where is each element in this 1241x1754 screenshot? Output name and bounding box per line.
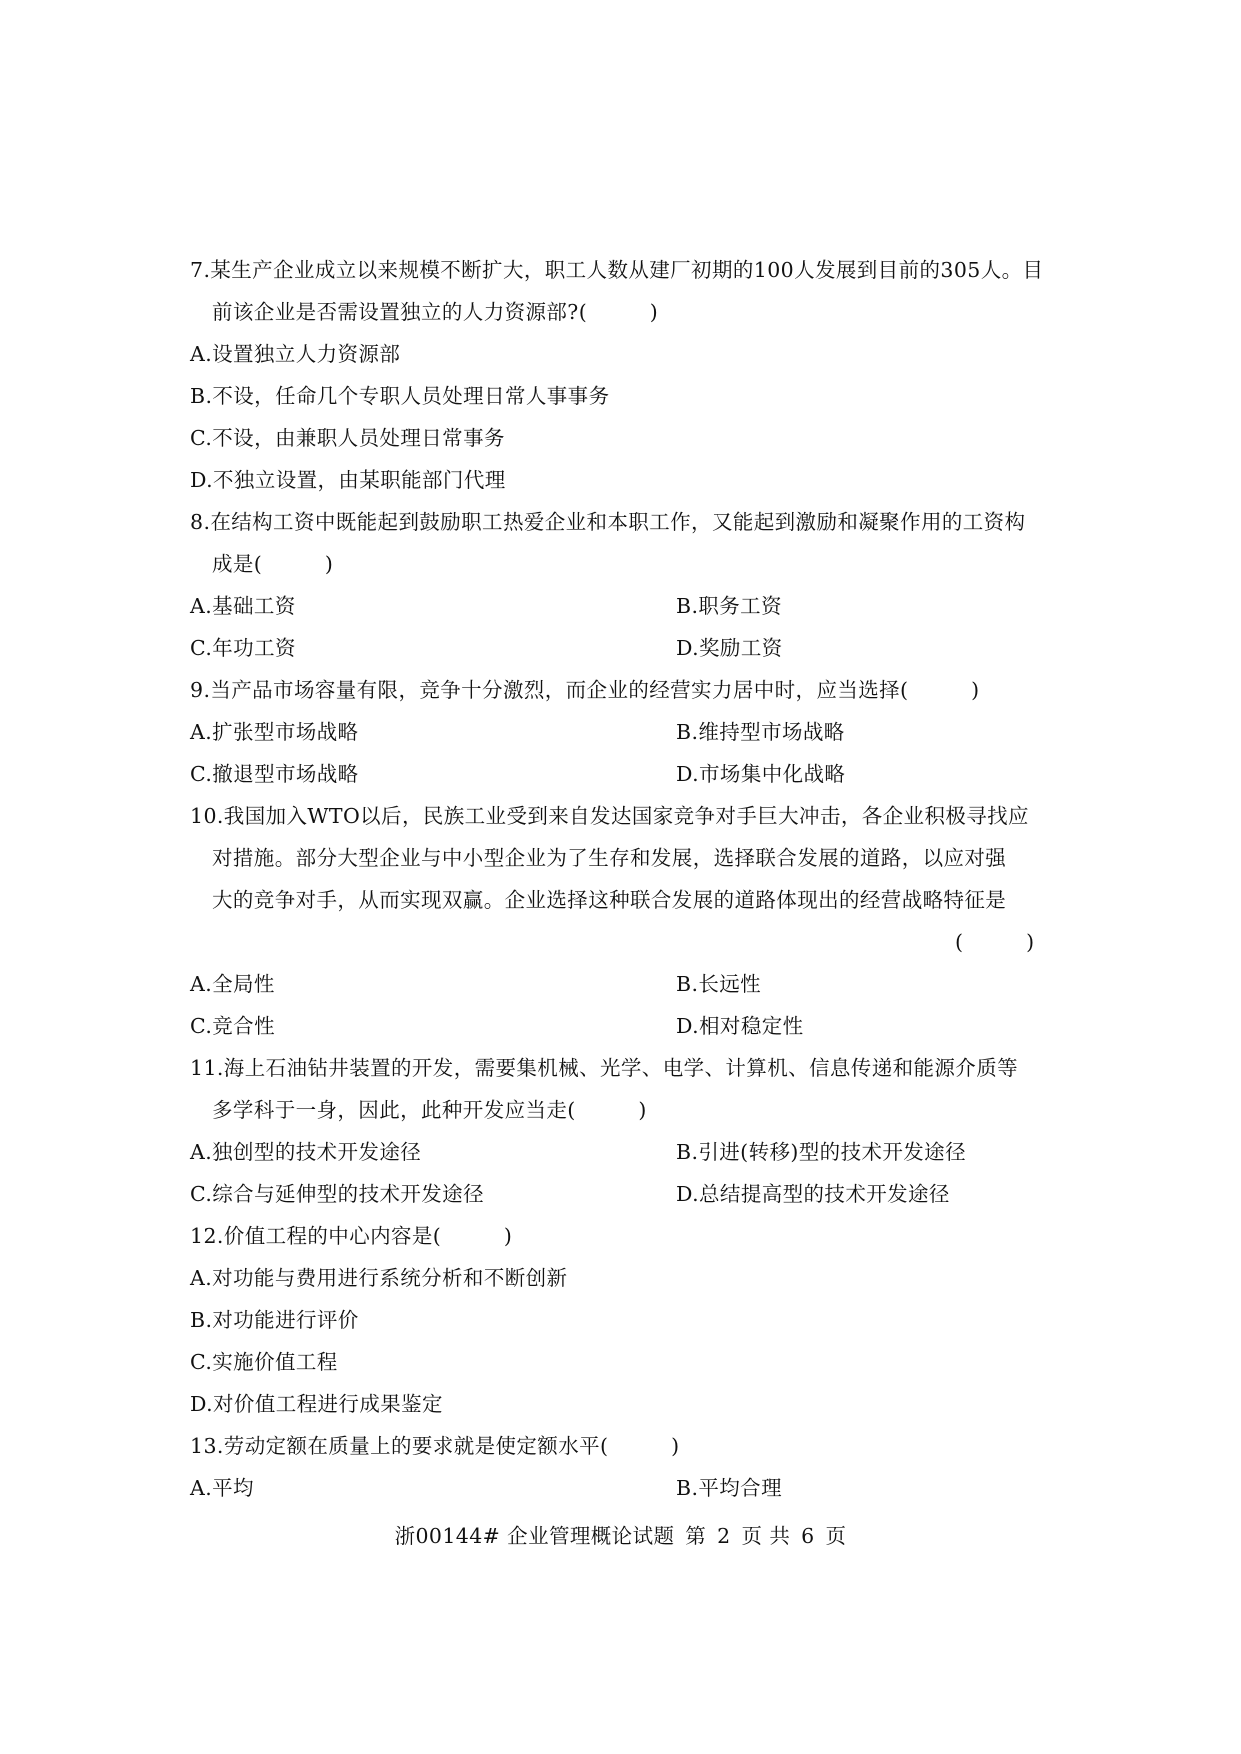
option-a: A.独创型的技术开发途径: [190, 1140, 422, 1164]
footer-page-total: 6: [801, 1524, 815, 1548]
question-stem: 11.海上石油钻井装置的开发，需要集机械、光学、电学、计算机、信息传递和能源介质等: [190, 1056, 1018, 1080]
option-a: A.基础工资: [190, 594, 296, 618]
question-stem: 13.劳动定额在质量上的要求就是使定额水平( ): [190, 1434, 680, 1458]
footer-page-suffix: 页: [825, 1524, 847, 1548]
option-b: B.长远性: [676, 972, 762, 996]
option-b: B.对功能进行评价: [190, 1308, 359, 1332]
option-d: D.市场集中化战略: [676, 762, 846, 786]
question-9: [0, 669, 1241, 795]
option-a: A.全局性: [190, 972, 275, 996]
option-d: D.奖励工资: [676, 636, 783, 660]
option-a: A.平均: [190, 1476, 254, 1500]
question-stem-continued: 大的竞争对手，从而实现双赢。企业选择这种联合发展的道路体现出的经营战略特征是: [212, 888, 1007, 912]
question-stem-continued: 前该企业是否需设置独立的人力资源部?( ): [212, 300, 659, 324]
option-c: C.不设，由兼职人员处理日常事务: [190, 426, 505, 450]
question-stem: 7.某生产企业成立以来规模不断扩大，职工人数从建厂初期的100人发展到目前的305人。目: [190, 258, 1044, 282]
option-a: A.对功能与费用进行系统分析和不断创新: [190, 1266, 568, 1290]
option-c: C.撤退型市场战略: [190, 762, 359, 786]
question-11: [0, 1047, 1241, 1215]
option-c: C.年功工资: [190, 636, 296, 660]
question-10: [0, 795, 1241, 1047]
question-stem-continued: 对措施。部分大型企业与中小型企业为了生存和发展，选择联合发展的道路，以应对强: [212, 846, 1007, 870]
footer-page-mid: 页 共: [741, 1524, 791, 1548]
question-7: [0, 249, 1241, 501]
option-d: D.不独立设置，由某职能部门代理: [190, 468, 506, 492]
page-footer: [0, 1515, 1241, 1557]
footer-page-prefix: 第: [685, 1524, 707, 1548]
option-a: A.设置独立人力资源部: [190, 342, 401, 366]
question-stem: 10.我国加入WTO以后，民族工业受到来自发达国家竞争对手巨大冲击，各企业积极寻找应: [190, 804, 1029, 828]
option-b: B.平均合理: [676, 1476, 782, 1500]
option-c: C.综合与延伸型的技术开发途径: [190, 1182, 484, 1206]
question-stem: 8.在结构工资中既能起到鼓励职工热爱企业和本职工作，又能起到激励和凝聚作用的工资构: [190, 510, 1026, 534]
answer-paren: ( ): [955, 930, 1035, 954]
option-b: B.职务工资: [676, 594, 782, 618]
question-stem: 9.当产品市场容量有限，竞争十分激烈，而企业的经营实力居中时，应当选择( ): [190, 678, 980, 702]
option-c: C.实施价值工程: [190, 1350, 338, 1374]
question-stem-continued: 成是( ): [212, 552, 334, 576]
question-12: [0, 1215, 1241, 1425]
option-d: D.总结提高型的技术开发途径: [676, 1182, 950, 1206]
option-b: B.不设，任命几个专职人员处理日常人事事务: [190, 384, 610, 408]
exam-page-content: [0, 249, 1241, 1509]
question-8: [0, 501, 1241, 669]
question-13: [0, 1425, 1241, 1509]
option-a: A.扩张型市场战略: [190, 720, 359, 744]
option-d: D.相对稳定性: [676, 1014, 804, 1038]
option-d: D.对价值工程进行成果鉴定: [190, 1392, 443, 1416]
option-c: C.竞合性: [190, 1014, 275, 1038]
option-b: B.维持型市场战略: [676, 720, 845, 744]
footer-exam-title: 浙00144# 企业管理概论试题: [394, 1524, 675, 1548]
question-stem-continued: 多学科于一身，因此，此种开发应当走( ): [212, 1098, 647, 1122]
question-stem: 12.价值工程的中心内容是( ): [190, 1224, 513, 1248]
footer-page-current: 2: [717, 1524, 731, 1548]
option-b: B.引进(转移)型的技术开发途径: [676, 1140, 966, 1164]
